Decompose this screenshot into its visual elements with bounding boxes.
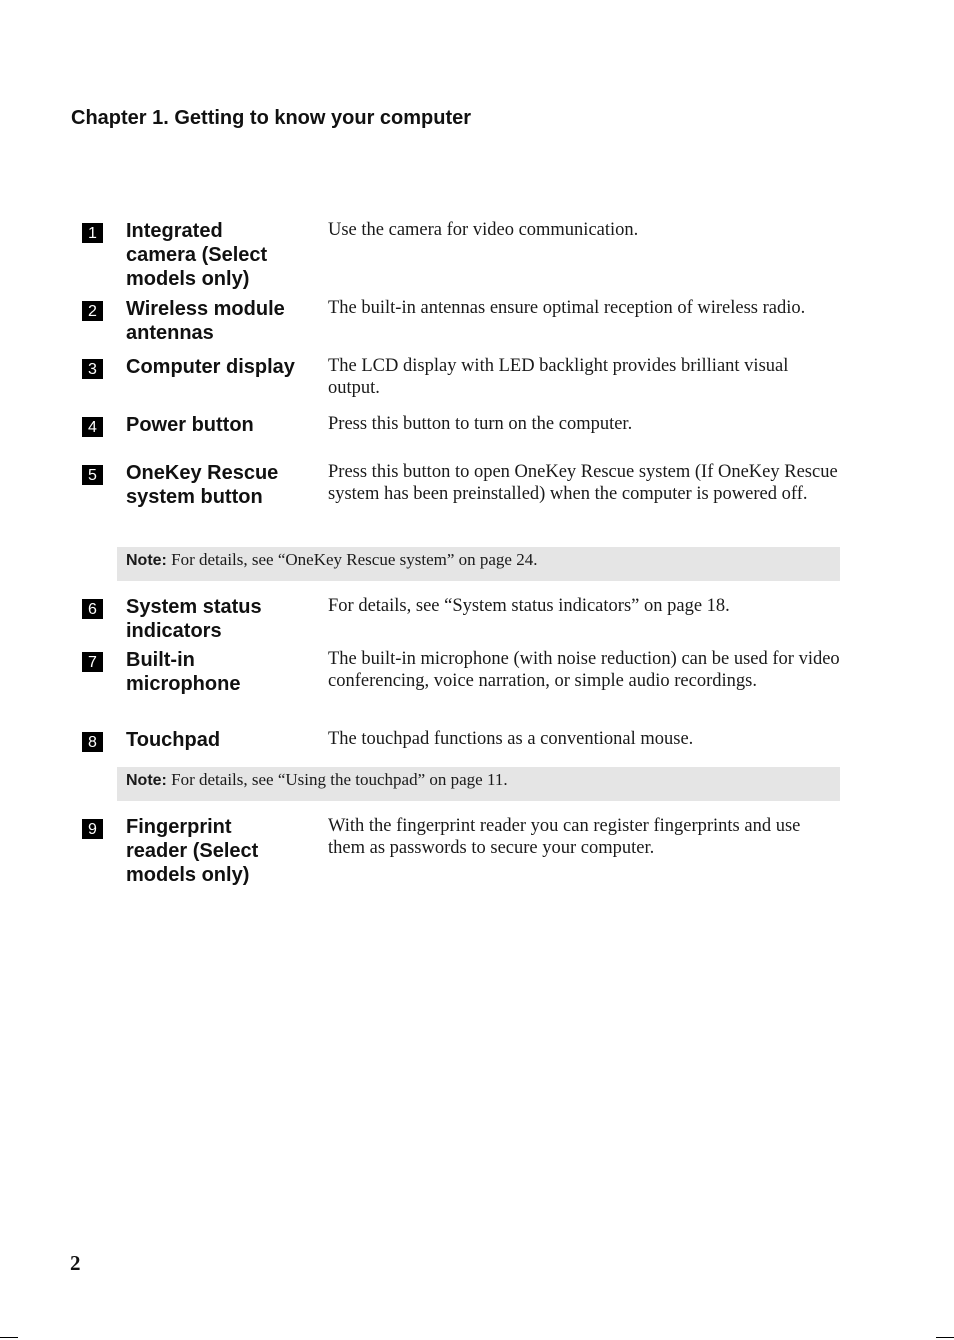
- item-number-badge: 9: [82, 819, 103, 839]
- item-number-badge: 5: [82, 465, 103, 485]
- crop-mark-right: [936, 1337, 954, 1338]
- item-number-badge: 3: [82, 359, 103, 379]
- item-description: The touchpad functions as a conventional mouse.: [328, 729, 694, 749]
- item-number-badge: 2: [82, 301, 103, 321]
- item-term: Touchpad: [126, 729, 221, 751]
- note-box: [117, 547, 840, 581]
- note-label: Note:: [126, 772, 167, 789]
- chapter-title: Chapter 1. Getting to know your computer: [71, 107, 472, 129]
- item-number-badge: 7: [82, 652, 103, 672]
- item-description: The built-in antennas ensure optimal reception of wireless radio.: [328, 298, 806, 318]
- item-description: The built-in microphone (with noise reduction) can be used for video conferencing, voice narration, or simple audio recordings.: [328, 649, 840, 691]
- item-number-badge: 6: [82, 599, 103, 619]
- item-term: Fingerprint reader (Select models only): [126, 816, 259, 886]
- item-number-badge: 4: [82, 417, 103, 437]
- item-term: Power button: [126, 414, 254, 436]
- note-text: For details, see “OneKey Rescue system” on page 24.: [166, 550, 538, 569]
- note-label: Note:: [126, 552, 167, 569]
- item-description: With the fingerprint reader you can register fingerprints and use them as passwords to secure your computer.: [328, 816, 801, 858]
- item-term: Integrated camera (Select models only): [126, 220, 268, 290]
- item-term: Wireless module antennas: [126, 298, 285, 344]
- item-term: Computer display: [126, 356, 295, 378]
- item-number-badge: 1: [82, 223, 103, 243]
- page-number: 2: [70, 1251, 81, 1275]
- item-description: Press this button to open OneKey Rescue system (If OneKey Rescue system has been preinstalled) when the computer is powered off.: [328, 462, 838, 504]
- note-box: [117, 767, 840, 801]
- note-text: For details, see “Using the touchpad” on page 11.: [166, 770, 508, 789]
- item-term: OneKey Rescue system button: [126, 462, 279, 508]
- item-description: The LCD display with LED backlight provides brilliant visual output.: [328, 356, 789, 398]
- item-description: Press this button to turn on the computer.: [328, 414, 633, 434]
- item-description: For details, see “System status indicators” on page 18.: [328, 596, 730, 616]
- item-term: Built-in microphone: [126, 649, 241, 695]
- item-number-badge: 8: [82, 732, 103, 752]
- item-term: System status indicators: [126, 596, 262, 642]
- item-description: Use the camera for video communication.: [328, 220, 639, 240]
- crop-mark-left: [0, 1337, 18, 1338]
